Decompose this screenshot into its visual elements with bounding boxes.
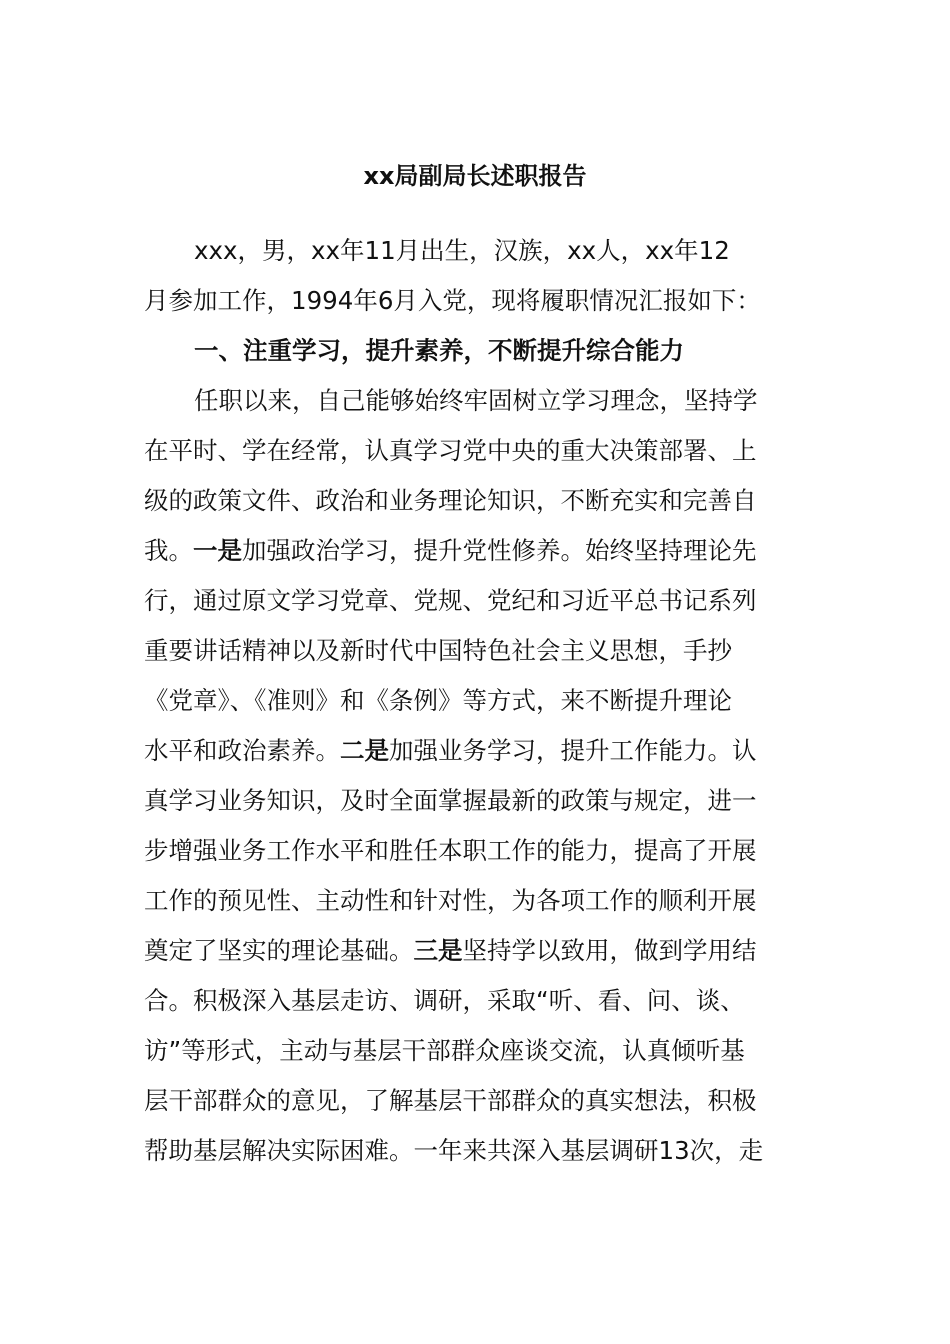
paragraph-line bbox=[144, 733, 757, 769]
paragraph-line: 层干部群众的意见，了解基层干部群众的真实想法，积极 bbox=[144, 1086, 757, 1115]
bold-marker: 三是 bbox=[413, 936, 463, 965]
paragraph-line: 级的政策文件、政治和业务理论知识，不断充实和完善自 bbox=[144, 486, 757, 515]
intro-line-1: xxx，男，xx年11月出生，汉族，xx人，xx年12 bbox=[194, 236, 730, 265]
paragraph-line bbox=[144, 933, 757, 969]
paragraph-line: 在平时、学在经常，认真学习党中央的重大决策部署、上 bbox=[144, 436, 757, 465]
paragraph-line: 帮助基层解决实际困难。一年来共深入基层调研13次，走 bbox=[144, 1136, 764, 1165]
paragraph-text: 坚持学以致用，做到学用结 bbox=[462, 936, 757, 965]
paragraph-line: 任职以来，自己能够始终牢固树立学习理念，坚持学 bbox=[194, 386, 758, 415]
paragraph-text: 我。 bbox=[144, 536, 193, 565]
paragraph-line: 真学习业务知识，及时全面掌握最新的政策与规定，进一 bbox=[144, 786, 757, 815]
paragraph-text: 加强业务学习，提升工作能力。认 bbox=[389, 736, 757, 765]
paragraph-line: 重要讲话精神以及新时代中国特色社会主义思想，手抄 bbox=[144, 636, 732, 665]
paragraph-line: 《党章》、《准则》和《条例》等方式，来不断提升理论 bbox=[144, 686, 732, 715]
paragraph-line: 行，通过原文学习党章、党规、党纪和习近平总书记系列 bbox=[144, 586, 757, 615]
document-title: xx局副局长述职报告 bbox=[363, 162, 587, 190]
paragraph-line bbox=[144, 533, 757, 569]
paragraph-text: 水平和政治素养。 bbox=[144, 736, 340, 765]
intro-line-2: 月参加工作，1994年6月入党，现将履职情况汇报如下： bbox=[144, 286, 761, 315]
paragraph-line: 工作的预见性、主动性和针对性，为各项工作的顺利开展 bbox=[144, 886, 757, 915]
paragraph-line: 合。积极深入基层走访、调研，采取“听、看、问、谈、 bbox=[144, 986, 745, 1015]
bold-marker: 一是 bbox=[193, 536, 242, 565]
paragraph-text: 加强政治学习，提升党性修养。始终坚持理论先 bbox=[242, 536, 757, 565]
section-heading: 一、注重学习，提升素养，不断提升综合能力 bbox=[194, 336, 684, 365]
paragraph-line: 步增强业务工作水平和胜任本职工作的能力，提高了开展 bbox=[144, 836, 757, 865]
paragraph-line: 访”等形式，主动与基层干部群众座谈交流，认真倾听基 bbox=[144, 1036, 745, 1065]
paragraph-text: 奠定了坚实的理论基础。 bbox=[144, 936, 414, 965]
bold-marker: 二是 bbox=[340, 736, 389, 765]
